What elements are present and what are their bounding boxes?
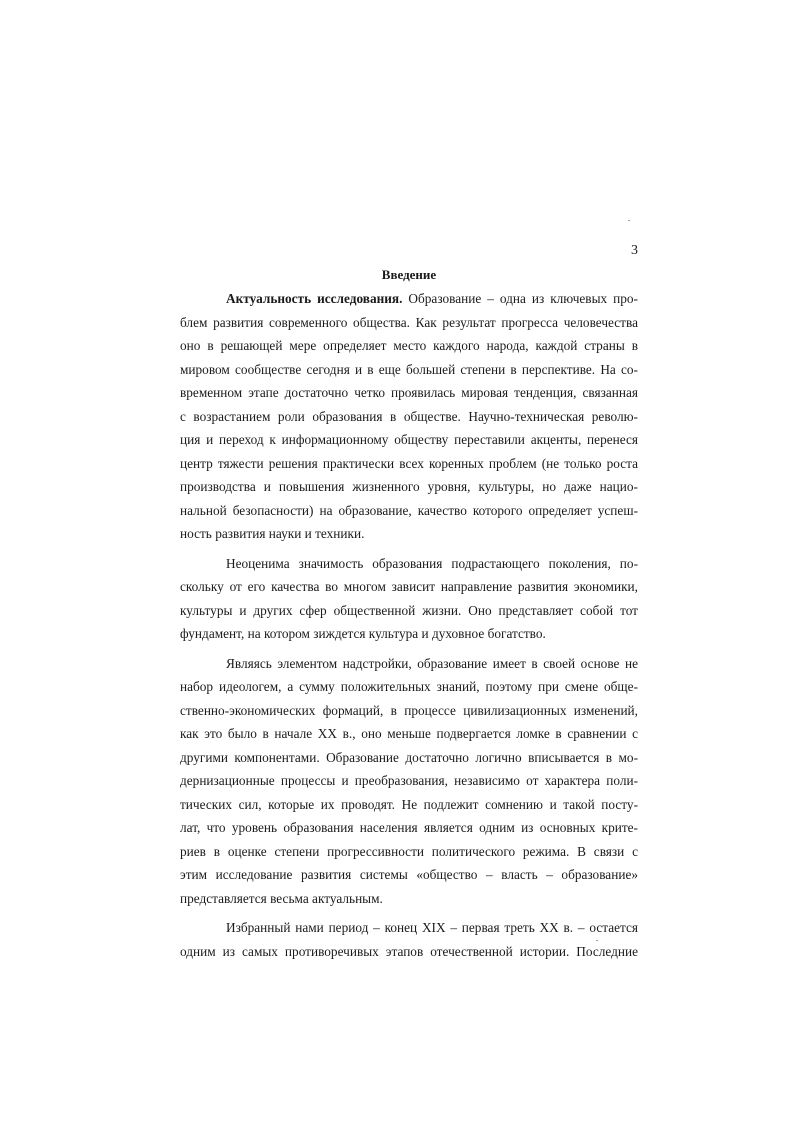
text-line: этим исследование развития системы «общество – власть – образование» (180, 867, 638, 882)
paragraph-period (180, 916, 638, 963)
text-line: центр тяжести решения практически всех коренных проблем (не только роста (180, 455, 638, 471)
text-line: другими компонентами. Образование достаточно логично вписывается в мо- (180, 749, 638, 765)
section-heading: Введение (381, 267, 437, 282)
paragraph-significance (180, 552, 638, 646)
text-line: Избранный нами период – конец XIX – первая треть XX в. – остается (226, 920, 638, 935)
text-line: производства и повышения жизненного уровня, культуры, но даже нацио- (180, 479, 638, 494)
text-line: ция и переход к информационному обществу переставили акценты, перенеся (180, 432, 638, 447)
text-line: одним из самых противоречивых этапов отечественной истории. Последние (180, 943, 638, 959)
text-line: лат, что уровень образования населения является одним из основных крите- (180, 820, 638, 835)
text-line: оно в решающей мере определяет место каждого народа, каждой страны в (180, 338, 638, 353)
paragraph-relevance (180, 287, 638, 546)
text-line: культуры и других сфер общественной жизни. Оно представляет собой тот (180, 602, 638, 618)
text-line: скольку от его качества во многом зависит направление развития экономики, (180, 579, 638, 594)
text-line: ность развития науки и техники. (180, 526, 365, 541)
text-line: фундамент, на котором зиждется культура и духовное богатство. (180, 626, 546, 641)
body-text (180, 287, 638, 963)
text-line: мировом сообществе сегодня и в еще большей степени в перспективе. На со- (180, 361, 638, 377)
text-line: представляется весьма актуальным. (180, 890, 383, 906)
text-line: дернизационные процессы и преобразования, независимо от характера поли- (180, 773, 638, 788)
text-line: Неоценима значимость образования подрастающего поколения, по- (226, 555, 638, 571)
text-line: с возрастанием роли образования в обществе. Научно-техническая револю- (180, 408, 638, 424)
text-line: Являясь элементом надстройки, образование имеет в своей основе не (226, 655, 638, 671)
scan-speck (628, 220, 630, 221)
text-line: набор идеологем, а сумму положительных знаний, поэтому при смене обще- (180, 679, 638, 694)
text-line: риев в оценке степени прогрессивности политического режима. В связи с (180, 843, 638, 859)
text-line: тических сил, которые их проводят. Не подлежит сомнению и такой посту- (180, 796, 638, 812)
text-line: ственно-экономических формаций, в процессе цивилизационных изменений, (180, 702, 638, 718)
text-line: как это было в начале XX в., оно меньше подвергается ломке в сравнении с (180, 726, 638, 741)
text-line (180, 287, 638, 311)
lead-phrase: Актуальность исследования. (226, 291, 403, 306)
text-line: нальной безопасности) на образование, качество которого определяет успеш- (180, 502, 638, 518)
text-line: временном этапе достаточно четко проявилась мировая тенденция, связанная (180, 385, 638, 400)
text-line-content: Образование – одна из ключевых про- (402, 291, 638, 306)
text-line: блем развития современного общества. Как результат прогресса человечества (180, 314, 638, 330)
paragraph-superstructure (180, 652, 638, 911)
page-number: 3 (631, 243, 638, 258)
